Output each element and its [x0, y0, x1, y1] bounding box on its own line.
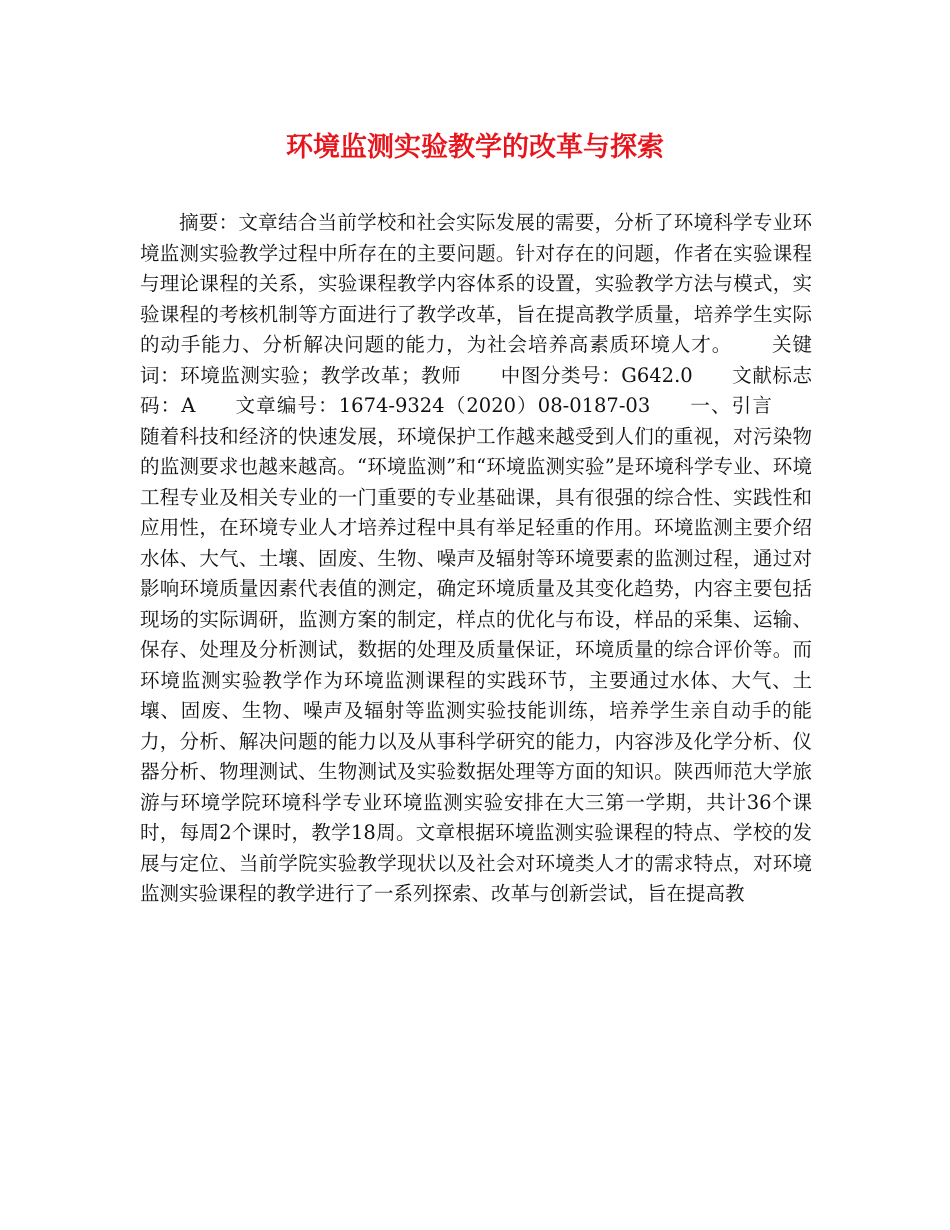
keywords-text: 关键词：环境监测实验；教学改革；教师 [140, 333, 812, 387]
document-body [140, 208, 812, 910]
classification-text: 中图分类号：G642.0 [500, 363, 693, 387]
article-number-text: 文章编号：1674-9324（2020）08-0187-03 [234, 394, 651, 417]
section-heading: 一、引言 [689, 394, 773, 417]
doc-code-text: 文献标志码：A [140, 363, 812, 417]
intro-paragraph: 随着科技和经济的快速发展，环境保护工作越来越受到人们的重视，对污染物的监测要求也越来越高。“环境监测”和“环境监测实验”是环境科学专业、环境工程专业及相关专业的一门重要的专业基础课，具有很强的综合性、实践性和应用性，在环境专业人才培养过程中具有举足轻重的作用。环境监测主要介绍水体、大气、土壤、固废、生物、噪声及辐射等环境要素的监测过程，通过对影响环境质量因素代表值的测定，确定环境质量及其变化趋势，内容主要包括现场的实际调研，监测方案的制定，样点的优化与布设，样品的采集、运输、保存、处理及分析测试，数据的处理及质量保证，环境质量的综合评价等。而环境监测实验教学作为环境监测课程的实践环节，主要通过水体、大气、土壤、固废、生物、噪声及辐射等监测实验技能训练，培养学生亲自动手的能力，分析、解决问题的能力以及从事科学研究的能力，内容涉及化学分析、仪器分析、物理测试、生物测试及实验数据处理等方面的知识。陕西师范大学旅游与环境学院环境科学专业环境监测实验安排在大三第一学期，共计36个课时，每周2个课时，教学18周。文章根据环境监测实验课程的特点、学校的发展与定位、当前学院实验教学现状以及社会对环境类人才的需求特点，对环境监测实验课程的教学进行了一系列探索、改革与创新尝试，旨在提高教 [140, 424, 812, 905]
document-title: 环境监测实验教学的改革与探索 [286, 132, 664, 163]
abstract-text: 摘要：文章结合当前学校和社会实际发展的需要，分析了环境科学专业环境监测实验教学过程中所存在的主要问题。针对存在的问题，作者在实验课程与理论课程的关系，实验课程教学内容体系的设置，实验教学方法与模式，实验课程的考核机制等方面进行了教学改革，旨在提高教学质量，培养学生实际的动手能力、分析解决问题的能力，为社会培养高素质环境人才。 [140, 211, 812, 356]
